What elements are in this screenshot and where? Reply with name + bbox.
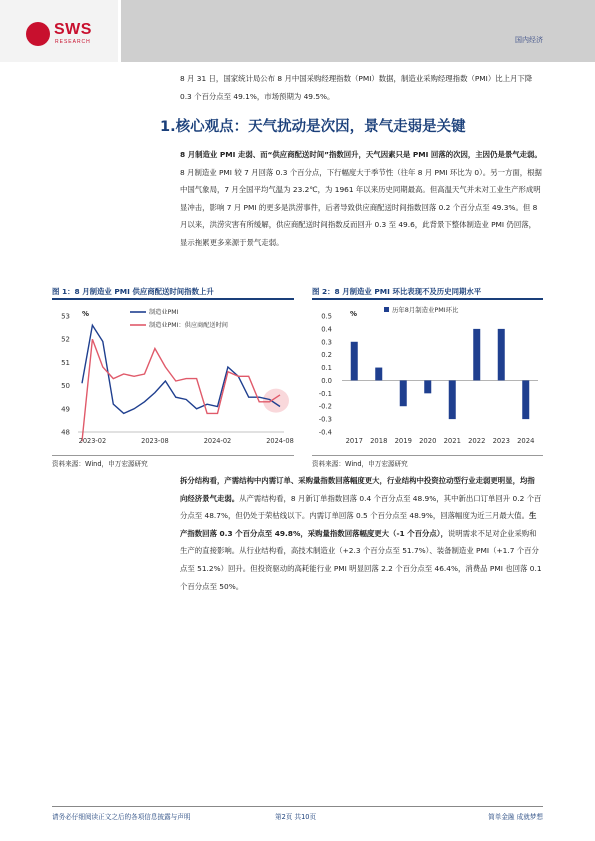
logo-icon xyxy=(26,22,50,46)
y-tick-label: -0.1 xyxy=(318,389,332,398)
core-view-paragraph xyxy=(180,146,542,252)
y-tick-label: 52 xyxy=(61,335,70,344)
series-line-2 xyxy=(82,339,280,441)
y-tick-label: 0.3 xyxy=(321,338,332,347)
y-tick-label: 0.1 xyxy=(321,364,332,373)
footer-rule xyxy=(52,806,543,807)
figure1-source: 资料来源：Wind，申万宏源研究 xyxy=(52,460,148,468)
figure1-rule xyxy=(52,298,294,300)
logo-text: SWS xyxy=(54,21,92,38)
footer-page-number: 第2页 共10页 xyxy=(275,813,317,821)
legend-label-2: 制造业PMI：供应商配送时间 xyxy=(149,322,228,329)
legend-label-1: 历年8月制造业PMI环比 xyxy=(392,306,459,314)
section-heading: 1.核心观点：天气扰动是次因，景气走弱是关键 xyxy=(160,119,466,135)
core-view-bold: 8 月制造业 PMI 走弱、而“供应商配送时间”指数回升，天气因素只是 PMI 回落的次因，主因仍是景气走弱。 xyxy=(180,150,542,159)
intro-paragraph: 8 月 31 日，国家统计局公布 8 月中国采购经理指数（PMI）数据，制造业采购经理指数（PMI）比上月下降 0.3 个百分点至 49.1%，市场预期为 49.5%。 xyxy=(180,74,533,101)
bar-2022 xyxy=(473,329,480,381)
x-tick-label: 2019 xyxy=(394,437,412,445)
pmi-mom-bar-chart xyxy=(312,304,543,452)
y-axis-unit-label: % xyxy=(82,310,90,318)
y-tick-label: 0.5 xyxy=(321,312,332,321)
header-logo-area xyxy=(0,0,118,62)
bar-2017 xyxy=(351,342,358,381)
y-tick-label: 49 xyxy=(61,405,70,414)
y-axis-unit-label: % xyxy=(350,310,358,318)
y-tick-label: -0.2 xyxy=(318,402,332,411)
pmi-line-chart xyxy=(52,304,294,452)
bar-2019 xyxy=(400,380,407,406)
structure-text: 从产需结构看，8 月新订单指数回落 0.4 个百分点至 48.9%，其中新出口订单回升 0.2 个百分点至 48.7%，但仍处于荣枯线以下。内需订单回落 0.5 个百分点至 48.9%，回落幅度为近三月最大值。 xyxy=(180,493,542,521)
x-tick-label: 2023-02 xyxy=(78,437,107,445)
bar-2023 xyxy=(498,329,505,381)
core-view-text: 8 月制造业 PMI 较 7 月回落 0.3 个百分点，下行幅度大于季节性（往年 8 月 PMI 环比为 0）。另一方面，根据中国气象局，7 月全国平均气温为 23.2℃，为 1961 年以来历史同期最高。但高温天气并未对工业生产形成明显冲击，影响 7 月 PMI 的更多是洪涝事件，后者导致供应商配送时间指数回落 0.2 个百分点至 49.3%。但 8 月以来，洪涝灾害有所缓解，供应商配送时间指数反而回升 0.3 至 49.6，此背景下整体制造业 PMI 仍回落，显示拖累更多来源于景气走弱。 xyxy=(180,167,542,247)
y-tick-label: 0.4 xyxy=(321,325,332,334)
x-tick-label: 2023 xyxy=(492,437,510,445)
figure2-rule xyxy=(312,298,543,300)
x-tick-label: 2017 xyxy=(345,437,363,445)
footer-disclaimer: 请务必仔细阅读正文之后的各项信息披露与声明 xyxy=(52,813,191,821)
header-bar xyxy=(121,0,595,62)
footer-slogan: 简单金融 成就梦想 xyxy=(488,813,543,821)
bar-2024 xyxy=(522,380,529,419)
structure-paragraph xyxy=(180,472,542,595)
figure2-source: 资料来源：Wind，申万宏源研究 xyxy=(312,460,408,468)
y-tick-label: -0.4 xyxy=(318,428,332,437)
figure2-title: 图 2：8 月制造业 PMI 环比表现不及历史同期水平 xyxy=(312,287,482,296)
x-tick-label: 2018 xyxy=(370,437,388,445)
y-tick-label: -0.3 xyxy=(318,415,332,424)
highlight-ellipse xyxy=(263,389,289,413)
y-tick-label: 53 xyxy=(61,312,70,321)
bar-2020 xyxy=(424,380,431,393)
legend-label-1: 制造业PMI xyxy=(149,309,179,316)
x-tick-label: 2021 xyxy=(443,437,461,445)
figure1-title: 图 1：8 月制造业 PMI 供应商配送时间指数上升 xyxy=(52,287,214,296)
x-tick-label: 2023-08 xyxy=(141,437,169,445)
y-tick-label: 51 xyxy=(61,358,70,367)
structure-bold-2: 生产指数回落 0.3 个百分点至 49.8%，采购量指数回落幅度更大（-1 个百分点）， xyxy=(180,511,537,538)
bar-2018 xyxy=(375,368,382,381)
bar-2021 xyxy=(449,380,456,419)
y-tick-label: 0.0 xyxy=(321,376,332,385)
x-tick-label: 2024 xyxy=(517,437,535,445)
figure1-source-rule xyxy=(52,455,294,456)
x-tick-label: 2020 xyxy=(419,437,437,445)
x-tick-label: 2024-08 xyxy=(266,437,294,445)
x-tick-label: 2022 xyxy=(468,437,486,445)
legend-swatch-1 xyxy=(384,307,389,312)
y-tick-label: 48 xyxy=(61,428,70,437)
series-line-1 xyxy=(82,325,280,413)
y-tick-label: 0.2 xyxy=(321,351,332,360)
figure2-source-rule xyxy=(312,455,543,456)
structure-bold: 拆分结构看，产需结构中内需订单、采购量指数回落幅度更大，行业结构中投资拉动型行业走弱更明显，均指向经济景气走弱。 xyxy=(180,476,535,503)
logo-subtext: RESEARCH xyxy=(55,39,91,45)
x-tick-label: 2024-02 xyxy=(203,437,232,445)
structure-text-2: 说明需求不足对企业采购和生产的直接影响。从行业结构看，高技术制造业（+2.3 个百分点至 51.7%）、装备制造业 PMI（+1.7 个百分点至 51.2%）回升。但投资驱动的高耗能行业 PMI 明显回落 2.2 个百分点至 46.4%，消费品 PMI 也回落 0.1 个百分点至 50%。 xyxy=(180,528,542,591)
section-tag: 国内经济 xyxy=(515,36,543,44)
y-tick-label: 50 xyxy=(61,382,70,391)
